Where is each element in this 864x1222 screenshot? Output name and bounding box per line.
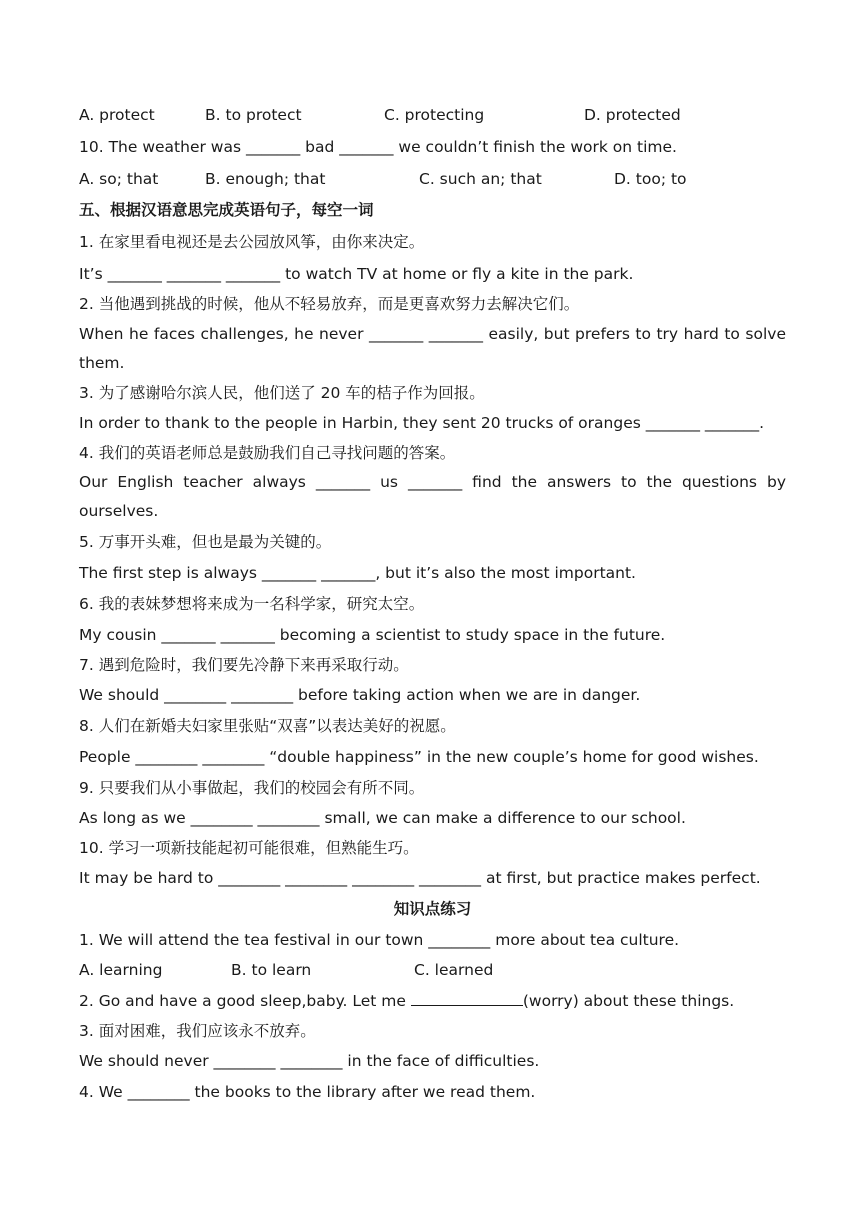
s5-item1-en: It’s _______ _______ _______ to watch TV at home or fly a kite in the park.	[79, 265, 634, 283]
s5-item5-en: The first step is always _______ _______, but it’s also the most important.	[79, 564, 636, 582]
practice-heading: 知识点练习	[393, 900, 472, 918]
s5-item9-en: As long as we ________ ________ small, we can make a difference to our school.	[79, 809, 686, 827]
s5-item4-en: Our English teacher always _______ us _______ find the answers to the questions by ourselves.	[79, 473, 786, 520]
q9-option-a: A. protect	[79, 106, 155, 124]
q9-option-c: C. protecting	[384, 106, 485, 124]
practice-q2-after: (worry) about these things.	[522, 992, 735, 1010]
practice-q1-stem: 1. We will attend the tea festival in our town ________ more about tea culture.	[79, 931, 680, 949]
practice-q2-before: 2. Go and have a good sleep,baby. Let me	[79, 992, 411, 1010]
q9-option-b: B. to protect	[205, 106, 302, 124]
s5-item3-cn: 3. 为了感谢哈尔滨人民，他们送了 20 车的桔子作为回报。	[79, 384, 485, 402]
s5-item10-en: It may be hard to ________ ________ ________ ________ at first, but practice makes perfect.	[79, 869, 761, 887]
practice-q4-stem: 4. We ________ the books to the library after we read them.	[79, 1083, 536, 1101]
q10-option-d: D. too; to	[614, 170, 687, 188]
s5-item4-cn: 4. 我们的英语老师总是鼓励我们自己寻找问题的答案。	[79, 444, 456, 462]
q10-option-c: C. such an; that	[419, 170, 542, 188]
practice-q1-option-b: B. to learn	[231, 961, 312, 979]
s5-item6-cn: 6. 我的表妹梦想将来成为一名科学家，研究太空。	[79, 595, 425, 613]
s5-item3-en: In order to thank to the people in Harbin, they sent 20 trucks of oranges _______ _______.	[79, 414, 765, 432]
s5-item5-cn: 5. 万事开头难，但也是最为关键的。	[79, 533, 332, 551]
q10-option-b: B. enough; that	[205, 170, 326, 188]
s5-item8-cn: 8. 人们在新婚夫妇家里张贴“双喜”以表达美好的祝愿。	[79, 717, 456, 735]
s5-item1-cn: 1. 在家里看电视还是去公园放风筝，由你来决定。	[79, 233, 425, 251]
practice-q1-option-a: A. learning	[79, 961, 163, 979]
practice-q3-en: We should never ________ ________ in the face of difficulties.	[79, 1052, 540, 1070]
practice-q3-cn: 3. 面对困难，我们应该永不放弃。	[79, 1022, 316, 1040]
s5-item8-en: People ________ ________ “double happiness” in the new couple’s home for good wishes.	[79, 748, 759, 766]
q10-stem: 10. The weather was _______ bad _______ we couldn’t finish the work on time.	[79, 138, 677, 156]
s5-item7-cn: 7. 遇到危险时，我们要先冷静下来再采取行动。	[79, 656, 409, 674]
q9-option-d: D. protected	[584, 106, 681, 124]
s5-item2-cn: 2. 当他遇到挑战的时候，他从不轻易放弃，而是更喜欢努力去解决它们。	[79, 295, 580, 313]
section5-heading: 五、根据汉语意思完成英语句子，每空一词	[79, 201, 374, 219]
q10-option-a: A. so; that	[79, 170, 159, 188]
s5-item2-en: When he faces challenges, he never _______ _______ easily, but prefers to try hard to solve them.	[79, 325, 786, 372]
practice-q1-option-c: C. learned	[414, 961, 494, 979]
s5-item7-en: We should ________ ________ before taking action when we are in danger.	[79, 686, 641, 704]
answer-blank-underline	[411, 989, 523, 1006]
s5-item6-en: My cousin _______ _______ becoming a scientist to study space in the future.	[79, 626, 666, 644]
s5-item9-cn: 9. 只要我们从小事做起，我们的校园会有所不同。	[79, 779, 425, 797]
s5-item10-cn: 10. 学习一项新技能起初可能很难，但熟能生巧。	[79, 839, 419, 857]
practice-q2	[79, 989, 786, 1012]
